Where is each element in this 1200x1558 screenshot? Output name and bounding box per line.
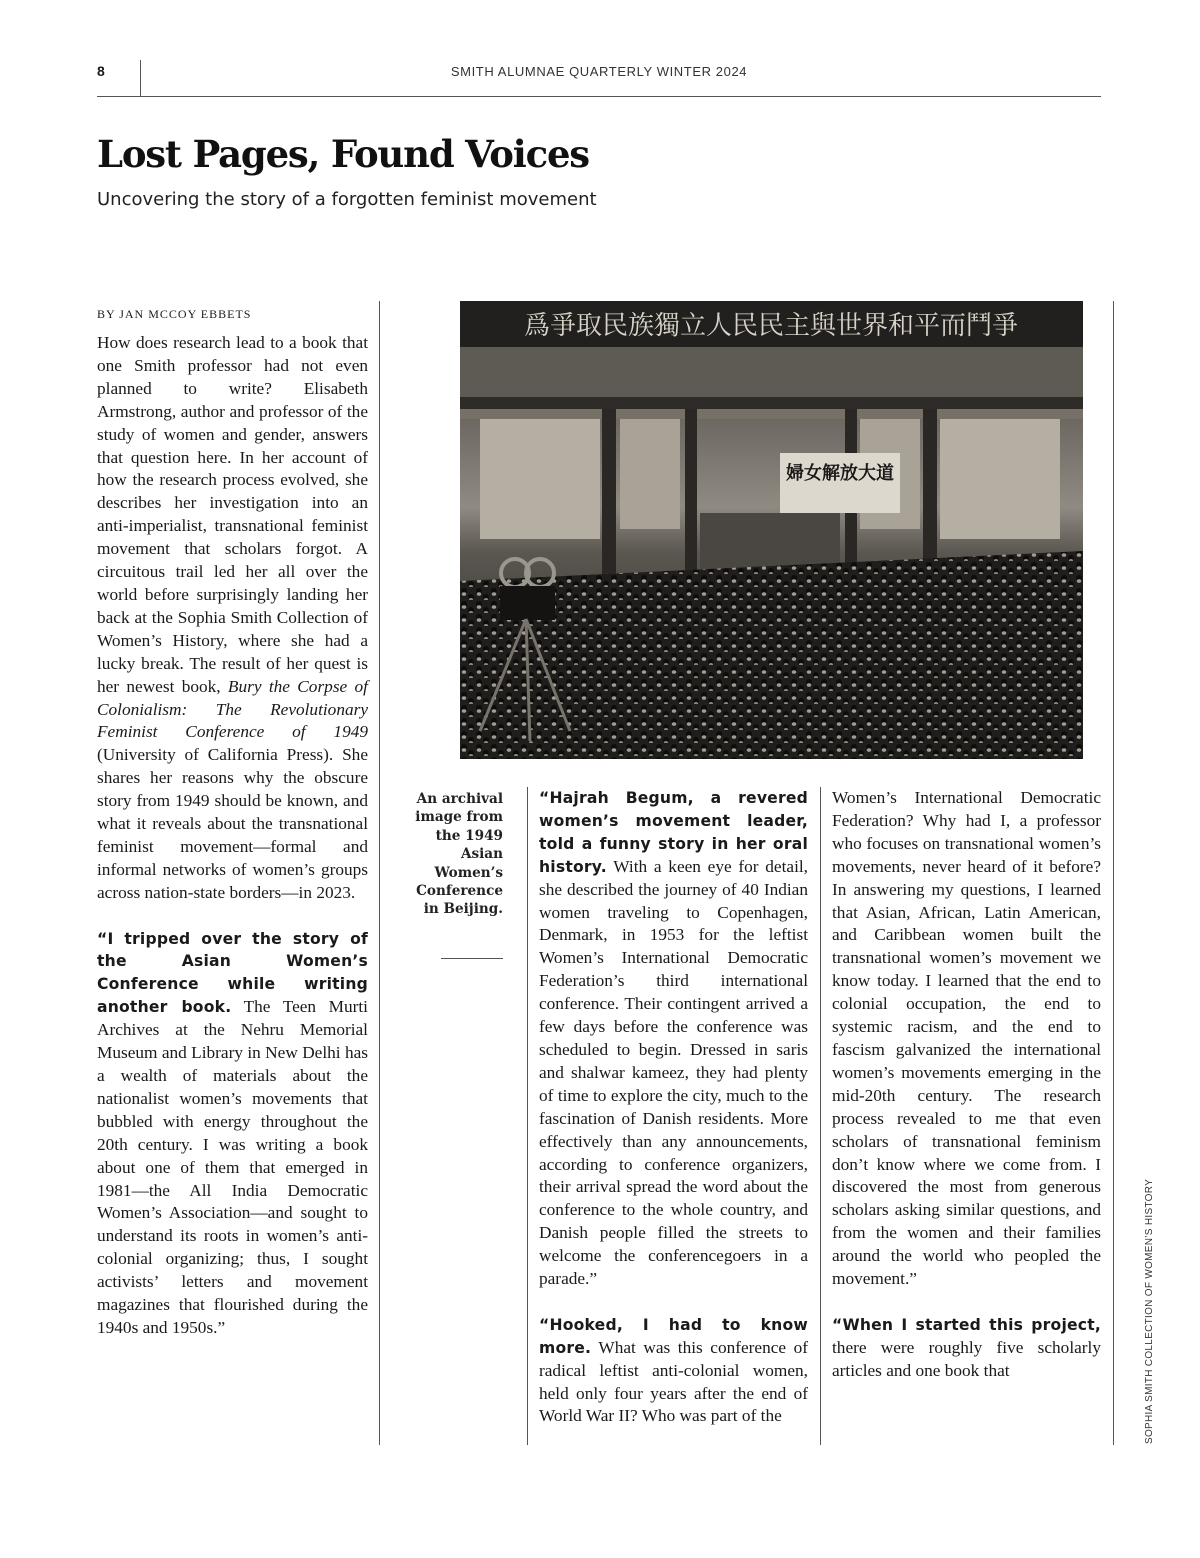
quote-lead: “When I started this project, (832, 1315, 1101, 1334)
page-header (97, 60, 1101, 97)
text-column-3 (832, 787, 1101, 1383)
article-subtitle: Uncovering the story of a forgotten feminist movement (97, 189, 597, 210)
column-divider (379, 301, 380, 1445)
caption-rule (441, 958, 503, 959)
column-divider (820, 787, 821, 1445)
text-column-2 (539, 787, 808, 1428)
byline: BY JAN MCCOY EBBETS (97, 307, 252, 321)
quote-lead: “Hajrah Begum, a revered women’s movement leader, told a funny story in her oral history. (539, 789, 808, 876)
banner-text: 爲爭取民族獨立人民民主與世界和平而鬥爭 (523, 311, 1019, 341)
publication-title: SMITH ALUMNAE QUARTERLY WINTER 2024 (450, 64, 748, 79)
stage-sign-text: 婦女解放大道 (786, 463, 894, 484)
text-column-1 (97, 306, 368, 1340)
quote-paragraph-1: “I tripped over the story of the Asian Women’s Conference while writing another book. The Teen Murti Archives at the Nehru Memorial Museum and Library in New Delhi has a wealth of materials about the nationalist women’s movements that bubbled with energy throughout the 20th century. I was writing a book about one of them that emerged in 1981—the All India Democratic Women’s Association—and sought to understand its roots in women’s anti-colonial organizing; thus, I sought activists’ letters and movement magazines that flourished during the 1940s and 1950s.” (97, 929, 368, 1337)
article-title: Lost Pages, Found Voices (97, 132, 589, 176)
column-divider (527, 787, 528, 1445)
quote-lead: “Hooked, I had to know more. (539, 1315, 808, 1357)
photo-caption: An archival image from the 1949 Asian Women’s Conference in Beijing. (415, 791, 503, 918)
page-number: 8 (97, 63, 105, 79)
column-divider (1113, 301, 1114, 1445)
book-title: Bury the Corpse of Colonialism: The Revolutionary Feminist Conference of 1949 (97, 676, 368, 742)
quote-paragraph-4: “When I started this project, there were roughly five scholarly articles and one book that (832, 1315, 1101, 1380)
quote-paragraph-3-continued: Women’s International Democratic Federation? Why had I, a professor who focuses on transnational women’s movements, never heard of it before? In answering my questions, I learned that Asian, African, Latin American, and Caribbean women built the transnational women’s movement we know today. I learned that the end to colonial occupation, the end to systemic racism, and the end to fascism galvanized the international women’s movements emerging in the mid-20th century. The research process revealed to me that even scholars of transnational feminism don’t know where we come from. I discovered the most from generous scholars asking similar questions, and from the women and their families around the world who peopled the movement.” (832, 788, 1101, 1289)
quote-lead: “I tripped over the story of the Asian Women’s Conference while writing another book. (97, 929, 368, 1017)
intro-paragraph: How does research lead to a book that one Smith professor had not even planned to write? Elisabeth Armstrong, author and professor of the study of women and gender, answers that question here. In her account of how the research process evolved, she describes her investigation into an anti-imperialist, transnational feminist movement that scholars forgot. A circuitous trail led her all over the world before surprisingly landing her back at the Sophia Smith Collection of Women’s History, where she had a lucky break. The result of her quest is her newest book, Bury the Corpse of Colonialism: The Revolutionary Feminist Conference of 1949 (University of California Press). She shares her reasons why the obscure story from 1949 should be known, and what it reveals about the transnational feminist movement—formal and informal networks of women’s groups across nation-state borders—in 2023. (97, 333, 368, 902)
archival-photo (460, 301, 1083, 759)
quote-paragraph-2: “Hajrah Begum, a revered women’s movement leader, told a funny story in her oral history. With a keen eye for detail, she described the journey of 40 Indian women traveling to Copenhagen, Denmark, in 1953 for the leftist Women’s International Democratic Federation’s third international conference. Their contingent arrived a few days before the conference was scheduled to begin. Dressed in saris and shalwar kameez, they had plenty of time to explore the city, much to the fascination of Danish residents. More effectively than any announcements, according to conference organizers, their arrival spread the word about the conference to the whole country, and Danish people filled the streets to welcome the conferencegoers in a parade.” (539, 789, 808, 1289)
quote-paragraph-3: “Hooked, I had to know more. What was this conference of radical leftist anti-colonial women, held only four years after the end of World War II? Who was part of the (539, 1315, 808, 1426)
photo-credit: SOPHIA SMITH COLLECTION OF WOMEN’S HISTORY (1144, 1178, 1155, 1444)
